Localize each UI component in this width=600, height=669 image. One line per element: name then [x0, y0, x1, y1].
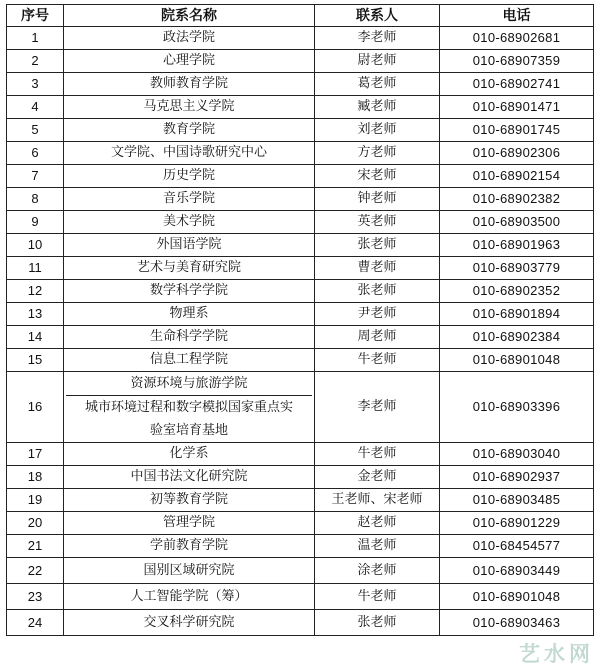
row-number: 12: [7, 280, 64, 303]
row-number: 23: [7, 584, 64, 610]
contact-person: 英老师: [315, 211, 440, 234]
row-number: 7: [7, 165, 64, 188]
contact-person: 李老师: [315, 27, 440, 50]
table-row: [7, 188, 594, 211]
department-name: 人工智能学院（筹）: [64, 584, 315, 610]
table-row: [7, 303, 594, 326]
phone-number: 010-68901471: [440, 96, 594, 119]
row-number: 14: [7, 326, 64, 349]
header-serial-number: 序号: [7, 5, 64, 27]
table-row: [7, 372, 594, 443]
department-name: 物理系: [64, 303, 315, 326]
table-header-row: [7, 5, 594, 27]
phone-number: 010-68902382: [440, 188, 594, 211]
contact-person: 王老师、宋老师: [315, 489, 440, 512]
contact-person: 涂老师: [315, 558, 440, 584]
phone-number: 010-68902384: [440, 326, 594, 349]
header-contact-person: 联系人: [315, 5, 440, 27]
department-name: 政法学院: [64, 27, 315, 50]
row-number: 17: [7, 443, 64, 466]
phone-number: 010-68903463: [440, 610, 594, 636]
department-name: 管理学院: [64, 512, 315, 535]
department-name: 中国书法文化研究院: [64, 466, 315, 489]
table-row: [7, 280, 594, 303]
contact-person: 周老师: [315, 326, 440, 349]
phone-number: 010-68903449: [440, 558, 594, 584]
phone-number: 010-68903485: [440, 489, 594, 512]
phone-number: 010-68902306: [440, 142, 594, 165]
phone-number: 010-68902154: [440, 165, 594, 188]
table-row: [7, 443, 594, 466]
department-name: 美术学院: [64, 211, 315, 234]
row-number: 18: [7, 466, 64, 489]
table-row: [7, 489, 594, 512]
contact-person: 曹老师: [315, 257, 440, 280]
table-row: [7, 558, 594, 584]
row-number: 4: [7, 96, 64, 119]
department-name: 马克思主义学院: [64, 96, 315, 119]
row-number: 5: [7, 119, 64, 142]
row-number: 9: [7, 211, 64, 234]
contact-person: 李老师: [315, 372, 440, 443]
phone-number: 010-68901048: [440, 584, 594, 610]
table-row: [7, 234, 594, 257]
department-name: 生命科学学院: [64, 326, 315, 349]
table-row: [7, 610, 594, 636]
department-name-line: 城市环境过程和数字模拟国家重点实: [66, 395, 312, 419]
row-number: 1: [7, 27, 64, 50]
department-name: 外国语学院: [64, 234, 315, 257]
contact-person: 张老师: [315, 280, 440, 303]
department-name: 交叉科学研究院: [64, 610, 315, 636]
phone-number: 010-68903396: [440, 372, 594, 443]
phone-number: 010-68454577: [440, 535, 594, 558]
phone-number: 010-68902937: [440, 466, 594, 489]
header-phone: 电话: [440, 5, 594, 27]
contact-person: 牛老师: [315, 443, 440, 466]
row-number: 22: [7, 558, 64, 584]
contact-person: 温老师: [315, 535, 440, 558]
row-number: 11: [7, 257, 64, 280]
phone-number: 010-68901745: [440, 119, 594, 142]
header-department-name: 院系名称: [64, 5, 315, 27]
row-number: 10: [7, 234, 64, 257]
table-row: [7, 119, 594, 142]
contact-person: 刘老师: [315, 119, 440, 142]
table-row: [7, 535, 594, 558]
phone-number: 010-68901048: [440, 349, 594, 372]
department-name: 文学院、中国诗歌研究中心: [64, 142, 315, 165]
contact-person: 钟老师: [315, 188, 440, 211]
department-name: 数学科学学院: [64, 280, 315, 303]
table-row: [7, 326, 594, 349]
table-row: [7, 349, 594, 372]
department-name-line: 验室培育基地: [149, 423, 228, 438]
department-name: 教师教育学院: [64, 73, 315, 96]
contact-person: 尹老师: [315, 303, 440, 326]
contact-person: 方老师: [315, 142, 440, 165]
phone-number: 010-68901229: [440, 512, 594, 535]
department-name: 初等教育学院: [64, 489, 315, 512]
row-number: 15: [7, 349, 64, 372]
phone-number: 010-68901963: [440, 234, 594, 257]
department-name: 化学系: [64, 443, 315, 466]
table-row: [7, 257, 594, 280]
row-number: 24: [7, 610, 64, 636]
row-number: 16: [7, 372, 64, 443]
row-number: 3: [7, 73, 64, 96]
contact-person: 牛老师: [315, 349, 440, 372]
row-number: 6: [7, 142, 64, 165]
department-name: 信息工程学院: [64, 349, 315, 372]
phone-number: 010-68903040: [440, 443, 594, 466]
contact-person: 宋老师: [315, 165, 440, 188]
watermark-logo: 艺水网: [519, 642, 594, 666]
department-name: 学前教育学院: [64, 535, 315, 558]
department-name: 音乐学院: [64, 188, 315, 211]
phone-number: 010-68902352: [440, 280, 594, 303]
row-number: 19: [7, 489, 64, 512]
contact-person: 张老师: [315, 610, 440, 636]
table-row: [7, 50, 594, 73]
phone-number: 010-68902741: [440, 73, 594, 96]
row-number: 2: [7, 50, 64, 73]
contact-person: 牛老师: [315, 584, 440, 610]
contact-person: 葛老师: [315, 73, 440, 96]
phone-number: 010-68903500: [440, 211, 594, 234]
department-name: 国别区域研究院: [64, 558, 315, 584]
table-row: [7, 142, 594, 165]
contact-person: 金老师: [315, 466, 440, 489]
table-row: [7, 512, 594, 535]
contact-person: 尉老师: [315, 50, 440, 73]
table-row: [7, 165, 594, 188]
contacts-table: [6, 4, 594, 636]
row-number: 20: [7, 512, 64, 535]
department-name: 教育学院: [64, 119, 315, 142]
table-row: [7, 466, 594, 489]
department-name-multiline: [64, 372, 315, 443]
row-number: 13: [7, 303, 64, 326]
department-name-line: 资源环境与旅游学院: [130, 376, 248, 391]
contact-person: 臧老师: [315, 96, 440, 119]
contact-person: 赵老师: [315, 512, 440, 535]
phone-number: 010-68907359: [440, 50, 594, 73]
table-row: [7, 73, 594, 96]
phone-number: 010-68903779: [440, 257, 594, 280]
contact-person: 张老师: [315, 234, 440, 257]
row-number: 8: [7, 188, 64, 211]
table-row: [7, 584, 594, 610]
row-number: 21: [7, 535, 64, 558]
department-name: 心理学院: [64, 50, 315, 73]
department-name: 历史学院: [64, 165, 315, 188]
table-row: [7, 211, 594, 234]
table-row: [7, 96, 594, 119]
phone-number: 010-68901894: [440, 303, 594, 326]
department-name: 艺术与美育研究院: [64, 257, 315, 280]
phone-number: 010-68902681: [440, 27, 594, 50]
table-row: [7, 27, 594, 50]
